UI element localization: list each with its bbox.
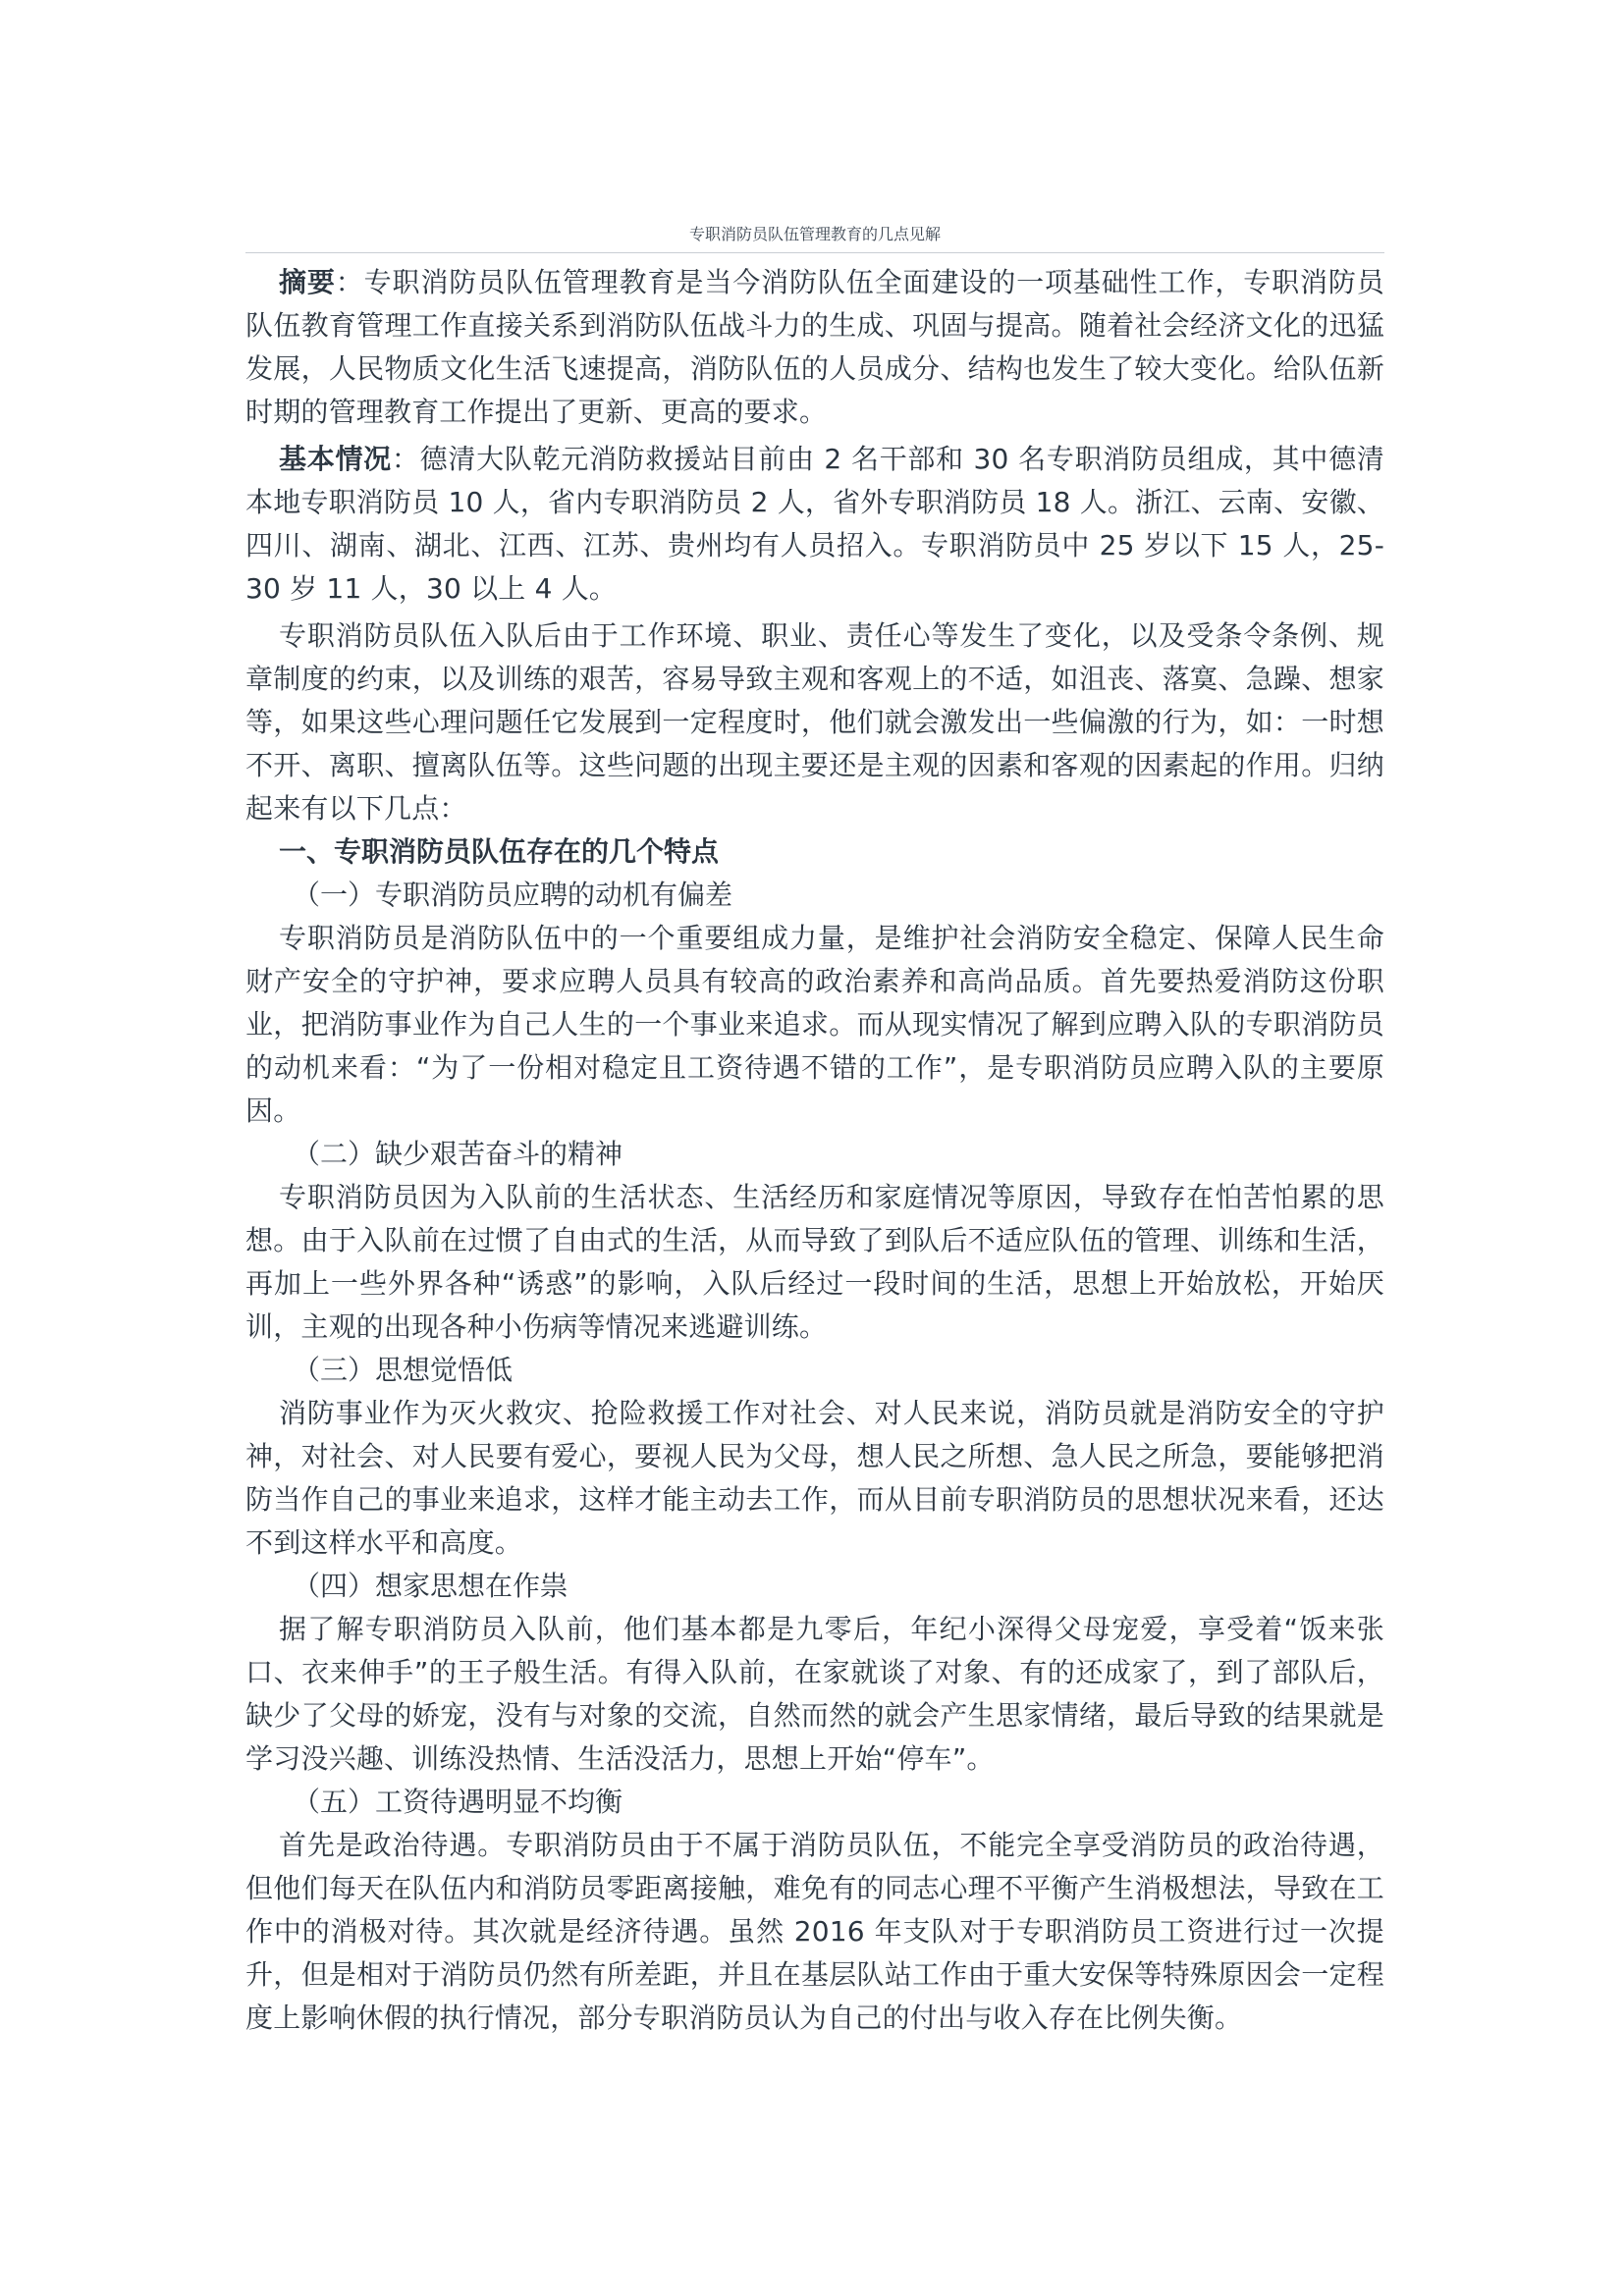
subsection-heading-2: （二）缺少艰苦奋斗的精神: [293, 1138, 623, 1170]
subsection-body-3: 消防事业作为灭火救灾、抢险救援工作对社会、对人民来说，消防员就是消防安全的守护神，对社会、对人民要有爱心，要视人民为父母，想人民之所想、急人民之所急，要能够把消防当作自己的事业来追求，这样才能主动去工作，而从目前专职消防员的思想状况来看，还达不到这样水平和高度。: [245, 1397, 1384, 1559]
intro-paragraph: 专职消防员队伍入队后由于工作环境、职业、责任心等发生了变化，以及受条令条例、规章制度的约束，以及训练的艰苦，容易导致主观和客观上的不适，如沮丧、落寞、急躁、想家等，如果这些心理问题任它发展到一定程度时，他们就会激发出一些偏激的行为，如：一时想不开、离职、擅离队伍等。这些问题的出现主要还是主观的因素和客观的因素起的作用。归纳起来有以下几点：: [245, 619, 1384, 825]
section-heading: 一、专职消防员队伍存在的几个特点: [279, 835, 720, 868]
header-divider: [245, 252, 1384, 253]
document-body: [245, 261, 1384, 2040]
subsection-body-2: 专职消防员因为入队前的生活状态、生活经历和家庭情况等原因，导致存在怕苦怕累的思想。由于入队前在过惯了自由式的生活，从而导致了到队后不适应队伍的管理、训练和生活，再加上一些外界各种“诱惑”的影响，入队后经过一段时间的生活，思想上开始放松，开始厌训，主观的出现各种小伤病等情况来逃避训练。: [245, 1181, 1384, 1343]
basic-info-separator: ：: [391, 443, 420, 475]
subsection-heading-3: （三）思想觉悟低: [293, 1354, 514, 1386]
abstract-label: 摘要: [279, 266, 336, 298]
basic-info-text: 德清大队乾元消防救援站目前由 2 名干部和 30 名专职消防员组成，其中德清本地专职消防员 10 人，省内专职消防员 2 人，省外专职消防员 18 人。浙江、云南、安徽、四川、湖南、湖北、江西、江苏、贵州均有人员招入。专职消防员中 25 岁以下 15 人，25-30 岁 11 人，30 以上 4 人。: [245, 443, 1384, 605]
subsection-body-4: 据了解专职消防员入队前，他们基本都是九零后，年纪小深得父母宠爱，享受着“饭来张口、衣来伸手”的王子般生活。有得入队前，在家就谈了对象、有的还成家了，到了部队后，缺少了父母的娇宠，没有与对象的交流，自然而然的就会产生思家情绪，最后导致的结果就是学习没兴趣、训练没热情、生活没活力，思想上开始“停车”。: [245, 1613, 1384, 1775]
abstract-separator: ：: [335, 266, 364, 298]
basic-info-label: 基本情况: [279, 443, 392, 475]
subsection-heading-5: （五）工资待遇明显不均衡: [293, 1786, 623, 1818]
running-header: 专职消防员队伍管理教育的几点见解: [688, 225, 941, 243]
subsection-body-5: 首先是政治待遇。专职消防员由于不属于消防员队伍，不能完全享受消防员的政治待遇，但他们每天在队伍内和消防员零距离接触，难免有的同志心理不平衡产生消极想法，导致在工作中的消极对待。其次就是经济待遇。虽然 2016 年支队对于专职消防员工资进行过一次提升，但是相对于消防员仍然有所差距，并且在基层队站工作由于重大安保等特殊原因会一定程度上影响休假的执行情况，部分专职消防员认为自己的付出与收入存在比例失衡。: [245, 1829, 1384, 2034]
subsection-heading-4: （四）想家思想在作祟: [293, 1570, 568, 1602]
abstract-text: 专职消防员队伍管理教育是当今消防队伍全面建设的一项基础性工作，专职消防员队伍教育管理工作直接关系到消防队伍战斗力的生成、巩固与提高。随着社会经济文化的迅猛发展，人民物质文化生活飞速提高，消防队伍的人员成分、结构也发生了较大变化。给队伍新时期的管理教育工作提出了更新、更高的要求。: [245, 266, 1384, 428]
basic-info-paragraph: [245, 438, 1384, 611]
subsection-heading-1: （一）专职消防员应聘的动机有偏差: [293, 879, 733, 911]
abstract-paragraph: [245, 261, 1384, 434]
subsection-body-1: 专职消防员是消防队伍中的一个重要组成力量，是维护社会消防安全稳定、保障人民生命财产安全的守护神，要求应聘人员具有较高的政治素养和高尚品质。首先要热爱消防这份职业，把消防事业作为自己人生的一个事业来追求。而从现实情况了解到应聘入队的专职消防员的动机来看：“为了一份相对稳定且工资待遇不错的工作”，是专职消防员应聘入队的主要原因。: [245, 922, 1384, 1127]
